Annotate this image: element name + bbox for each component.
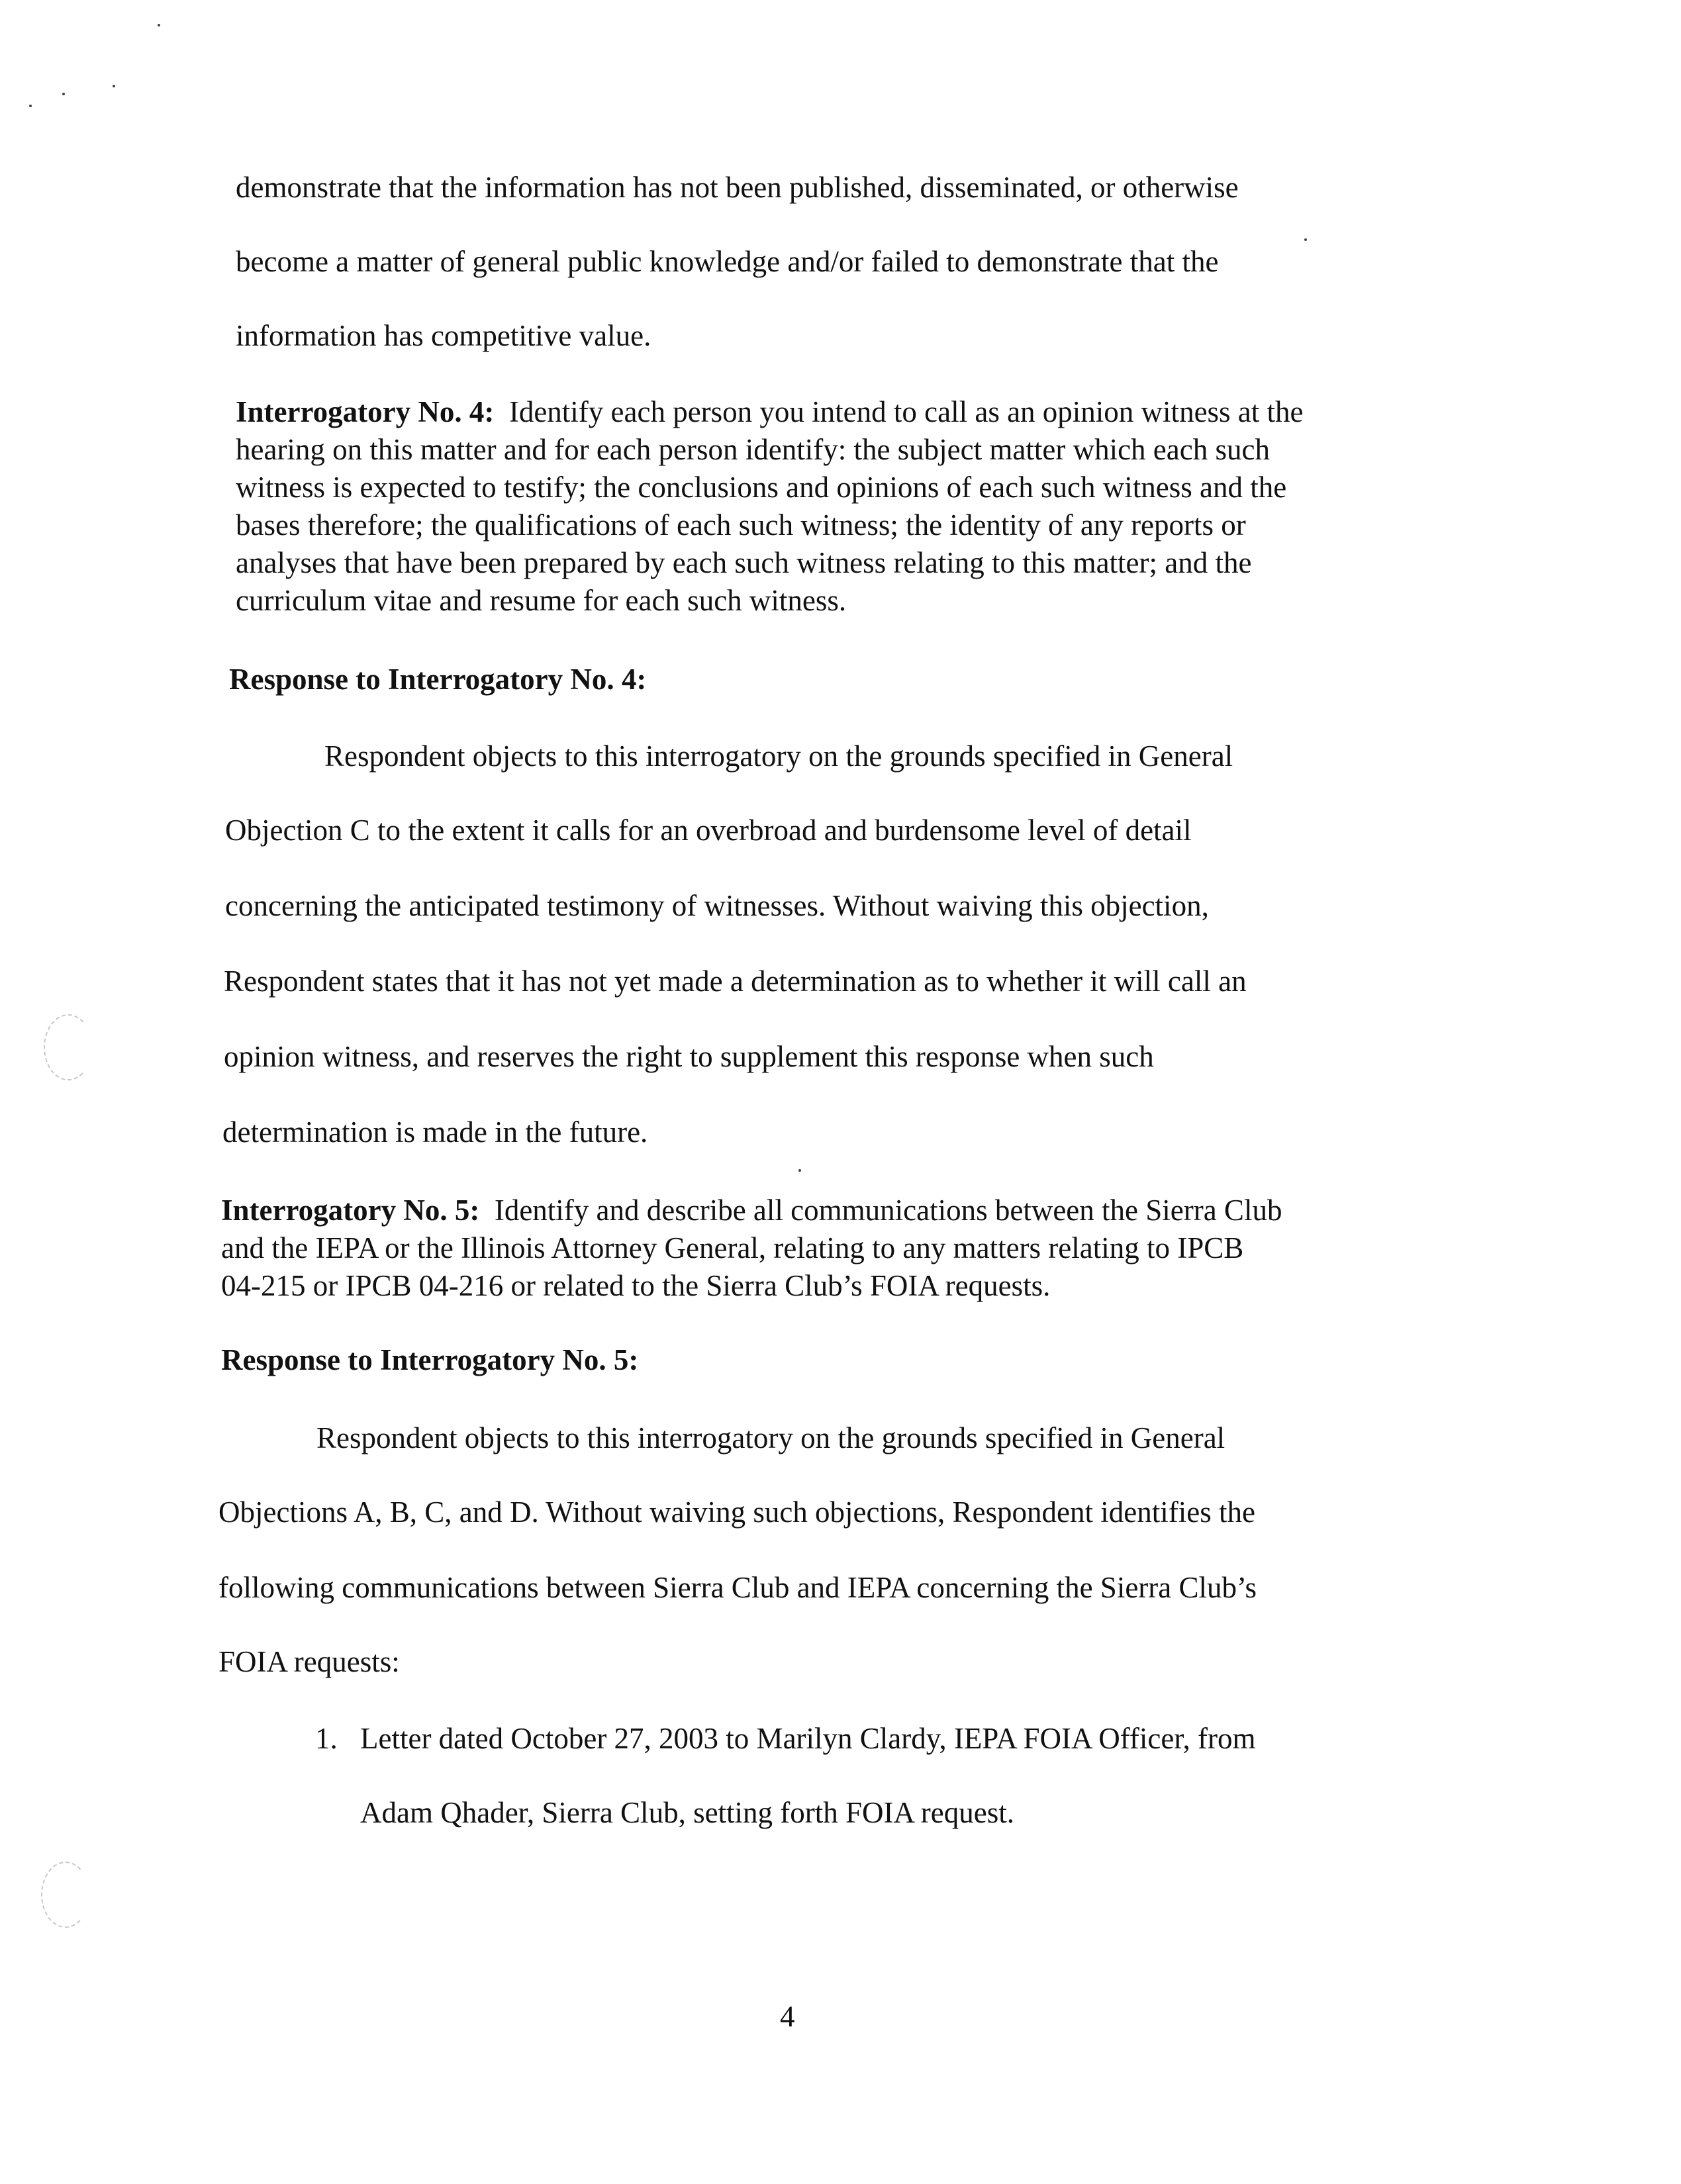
punch-hole-mark-lower xyxy=(41,1862,90,1928)
response-5-text: Objections A, B, C, and D. Without waiving such objections, Respondent identifies the xyxy=(218,1496,1255,1529)
interrogatory-4-text: Identify each person you intend to call as an opinion witness at the xyxy=(508,395,1304,428)
scan-speck xyxy=(113,85,115,87)
body-text-line: information has competitive value. xyxy=(236,319,651,352)
response-4-text: concerning the anticipated testimony of witnesses. Without waiving this objection, xyxy=(225,889,1209,922)
page-number: 4 xyxy=(780,2000,795,2033)
interrogatory-4-label: Interrogatory No. 4: xyxy=(236,395,495,428)
list-item-number: 1. xyxy=(315,1722,338,1755)
interrogatory-5-text: Identify and describe all communications between the Sierra Club xyxy=(494,1194,1282,1227)
response-4-heading: Response to Interrogatory No. 4: xyxy=(229,663,647,696)
response-4-text: Objection C to the extent it calls for an overbroad and burdensome level of detail xyxy=(225,814,1192,847)
interrogatory-5 xyxy=(221,1192,1282,1305)
interrogatory-4 xyxy=(236,393,1304,620)
interrogatory-4-first-line xyxy=(236,393,1304,431)
body-text-line: demonstrate that the information has not been published, disseminated, or otherwise xyxy=(236,171,1239,204)
response-4-text: opinion witness, and reserves the right to supplement this response when such xyxy=(224,1040,1154,1073)
list-item-text: Adam Qhader, Sierra Club, setting forth FOIA request. xyxy=(360,1796,1015,1829)
scan-speck xyxy=(1304,238,1307,241)
interrogatory-5-text: and the IEPA or the Illinois Attorney General, relating to any matters relating to IPCB xyxy=(221,1231,1244,1264)
interrogatory-4-text: bases therefore; the qualifications of each such witness; the identity of any reports or xyxy=(236,508,1246,542)
scan-speck xyxy=(62,93,65,95)
scan-speck xyxy=(798,1169,801,1172)
interrogatory-4-text: hearing on this matter and for each person identify: the subject matter which each such xyxy=(236,433,1270,466)
body-text-line: become a matter of general public knowledge and/or failed to demonstrate that the xyxy=(236,245,1219,278)
scan-speck xyxy=(158,24,160,26)
punch-hole-mark-upper xyxy=(44,1014,93,1080)
response-4-text: Respondent objects to this interrogatory on the grounds specified in General xyxy=(324,739,1233,773)
interrogatory-5-first-line xyxy=(221,1192,1282,1229)
response-5-text: FOIA requests: xyxy=(218,1645,400,1678)
list-item-text: Letter dated October 27, 2003 to Marilyn Clardy, IEPA FOIA Officer, from xyxy=(360,1722,1256,1755)
interrogatory-4-text: analyses that have been prepared by each such witness relating to this matter; and the xyxy=(236,546,1252,579)
interrogatory-4-text: witness is expected to testify; the conclusions and opinions of each such witness and the xyxy=(236,471,1287,504)
response-4-text: determination is made in the future. xyxy=(222,1116,648,1149)
interrogatory-4-text: curriculum vitae and resume for each such witness. xyxy=(236,584,847,617)
response-5-heading: Response to Interrogatory No. 5: xyxy=(221,1343,639,1376)
interrogatory-5-label: Interrogatory No. 5: xyxy=(221,1194,480,1227)
scan-speck xyxy=(29,105,32,107)
interrogatory-5-text: 04-215 or IPCB 04-216 or related to the Sierra Club’s FOIA requests. xyxy=(221,1269,1051,1302)
response-5-text: Respondent objects to this interrogatory on the grounds specified in General xyxy=(316,1421,1225,1454)
response-5-text: following communications between Sierra Club and IEPA concerning the Sierra Club’s xyxy=(218,1571,1257,1604)
response-4-text: Respondent states that it has not yet made a determination as to whether it will call an xyxy=(224,965,1247,998)
